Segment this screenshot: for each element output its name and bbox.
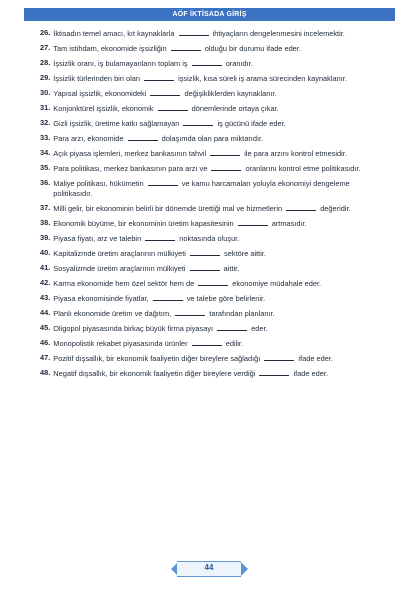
question-text-part: değişikliklerden kaynaklanır.	[182, 89, 277, 98]
question-text	[53, 43, 390, 54]
fill-in-blank	[198, 278, 228, 286]
fill-in-blank	[179, 28, 209, 36]
question-text-part: Açık piyasa işlemleri, merkez bankasının tahvil	[53, 149, 209, 158]
question-text-part: ve talebe göre belirlenir.	[184, 294, 266, 303]
question-text-part: eder.	[249, 324, 268, 333]
question-item	[40, 278, 390, 289]
question-number: 43.	[40, 293, 51, 302]
fill-in-blank	[190, 248, 220, 256]
question-text-part: Milli gelir, bir ekonominin belirli bir dönemde ürettiği mal ve hizmetlerin	[53, 204, 285, 213]
question-text-part: ile para arzını kontrol etmesidir.	[242, 149, 347, 158]
header-title: AÖF İKTİSADA GİRİŞ	[172, 11, 247, 18]
question-text	[53, 308, 390, 319]
page-header	[24, 8, 395, 21]
question-text-part: Kapitalizmde üretim araçlarının mülkiyeti	[53, 249, 189, 258]
question-number: 31.	[40, 103, 51, 112]
question-text-part: Yapısal işsizlik, ekonomideki	[53, 89, 149, 98]
question-text	[53, 278, 390, 289]
question-text-part: Maliye politikası, hükümetin	[53, 179, 146, 188]
question-number: 48.	[40, 368, 51, 377]
question-text-part: noktasında oluşur.	[177, 234, 240, 243]
question-text	[53, 203, 390, 214]
question-text-part: ifade eder.	[291, 369, 329, 378]
question-text-part: Konjonktürel işsizlik, ekonomik	[53, 104, 156, 113]
fill-in-blank	[183, 118, 213, 126]
question-text-part: İşsizlik oranı, iş bulamayanların toplam iş	[53, 59, 190, 68]
question-text-part: Para arzı, ekonomide	[53, 134, 126, 143]
fill-in-blank	[259, 368, 289, 376]
question-text-part: Planlı ekonomide üretim ve dağıtım,	[53, 309, 174, 318]
question-item	[40, 178, 390, 199]
question-number: 44.	[40, 308, 51, 317]
question-number: 29.	[40, 73, 51, 82]
page-number: 44	[204, 563, 214, 572]
question-text-part: Ekonomik büyüme, bir ekonominin üretim kapasitesinin	[53, 219, 236, 228]
question-item	[40, 293, 390, 304]
fill-in-blank	[175, 308, 205, 316]
question-number: 39.	[40, 233, 51, 242]
question-item	[40, 163, 390, 174]
question-number: 26.	[40, 28, 51, 37]
fill-in-blank	[217, 323, 247, 331]
question-text	[53, 368, 390, 379]
question-text-part: oranıdır.	[223, 59, 253, 68]
question-item	[40, 58, 390, 69]
fill-in-blank	[158, 103, 188, 111]
question-text-part: aittir.	[221, 264, 240, 273]
fill-in-blank	[144, 73, 174, 81]
question-number: 28.	[40, 58, 51, 67]
question-text-part: dolaşımda olan para miktarıdır.	[159, 134, 264, 143]
question-text-part: Sosyalizmde üretim araçlarının mülkiyeti	[53, 264, 188, 273]
question-text-part: ekonomiye müdahale eder.	[230, 279, 322, 288]
question-text	[53, 248, 390, 259]
question-text-part: oranlarını kontrol etme politikasıdır.	[243, 164, 361, 173]
question-text	[53, 293, 390, 304]
question-text-part: olduğu bir durumu ifade eder.	[202, 44, 301, 53]
question-item	[40, 73, 390, 84]
fill-in-blank	[171, 43, 201, 51]
question-text	[53, 263, 390, 274]
fill-in-blank	[286, 203, 316, 211]
ribbon-right-tail	[241, 562, 248, 576]
question-text-part: ifade eder.	[296, 354, 333, 363]
question-text-part: İşsizlik türlerinden biri olan	[53, 74, 143, 83]
question-number: 46.	[40, 338, 51, 347]
question-item	[40, 338, 390, 349]
question-item	[40, 218, 390, 229]
question-item	[40, 133, 390, 144]
question-text-part: ihtiyaçların dengelenmesini incelemektir.	[210, 29, 345, 38]
question-item	[40, 353, 390, 364]
question-item	[40, 28, 390, 39]
fill-in-blank	[148, 178, 178, 186]
fill-in-blank	[190, 263, 220, 271]
fill-in-blank	[210, 148, 240, 156]
fill-in-blank	[192, 338, 222, 346]
question-number: 47.	[40, 353, 51, 362]
question-text-part: ve kamu harcamaları yoluyla ekonomiyi dengeleme politikasıdır.	[53, 179, 350, 198]
question-text	[53, 338, 390, 349]
question-text-part: Piyasa ekonomisinde fiyatlar,	[53, 294, 151, 303]
question-list	[40, 28, 390, 379]
question-number: 30.	[40, 88, 51, 97]
question-number: 35.	[40, 163, 51, 172]
question-text-part: iş gücünü ifade eder.	[215, 119, 286, 128]
fill-in-blank	[192, 58, 222, 66]
question-number: 33.	[40, 133, 51, 142]
fill-in-blank	[145, 233, 175, 241]
question-text-part: Gizli işsizlik, üretime katkı sağlamayan	[53, 119, 182, 128]
question-text	[53, 28, 390, 39]
question-text	[53, 163, 390, 174]
question-number: 34.	[40, 148, 51, 157]
fill-in-blank	[128, 133, 158, 141]
question-text	[53, 88, 390, 99]
question-text-part: tarafından planlanır.	[207, 309, 275, 318]
question-item	[40, 88, 390, 99]
question-text-part: dönemlerinde ortaya çıkar.	[189, 104, 279, 113]
fill-in-blank	[238, 218, 268, 226]
question-text-part: Pozitif dışsallık, bir ekonomik faaliyetin diğer bireylere sağladığı	[53, 354, 263, 363]
question-text	[53, 323, 390, 334]
question-text-part: Para politikası, merkez bankasının para arzı ve	[53, 164, 210, 173]
question-text	[53, 103, 390, 114]
question-text-part: sektöre aittir.	[222, 249, 266, 258]
question-number: 40.	[40, 248, 51, 257]
question-text-part: işsizlik, kısa süreli iş arama sürecinden kaynaklanır.	[176, 74, 347, 83]
question-number: 32.	[40, 118, 51, 127]
question-item	[40, 43, 390, 54]
question-item	[40, 203, 390, 214]
question-text	[53, 148, 390, 159]
question-text-part: Piyasa fiyatı, arz ve talebin	[53, 234, 144, 243]
question-text	[53, 118, 390, 129]
question-text	[53, 58, 390, 69]
question-text	[53, 218, 390, 229]
question-text-part: Monopolistik rekabet piyasasında ürünler	[53, 339, 190, 348]
question-item	[40, 233, 390, 244]
question-number: 36.	[40, 178, 51, 187]
fill-in-blank	[153, 293, 183, 301]
fill-in-blank	[211, 163, 241, 171]
fill-in-blank	[150, 88, 180, 96]
question-item	[40, 323, 390, 334]
question-text-part: değeridir.	[318, 204, 351, 213]
fill-in-blank	[264, 353, 294, 361]
question-text-part: artmasıdır.	[269, 219, 307, 228]
question-number: 37.	[40, 203, 51, 212]
question-item	[40, 118, 390, 129]
question-text-part: Negatif dışsallık, bir ekonomik faaliyetin diğer bireylere verdiği	[53, 369, 258, 378]
question-item	[40, 248, 390, 259]
question-item	[40, 103, 390, 114]
question-text-part: edilir.	[223, 339, 243, 348]
page-footer	[0, 556, 419, 584]
question-item	[40, 148, 390, 159]
question-text	[53, 73, 390, 84]
question-item	[40, 368, 390, 379]
question-item	[40, 308, 390, 319]
question-text-part: Karma ekonomide hem özel sektör hem de	[53, 279, 197, 288]
question-number: 27.	[40, 43, 51, 52]
question-text-part: Tam istihdam, ekonomide işsizliğin	[53, 44, 169, 53]
question-text	[53, 133, 390, 144]
question-number: 45.	[40, 323, 51, 332]
question-text-part: İktisadın temel amacı, kıt kaynaklarla	[53, 29, 177, 38]
question-number: 38.	[40, 218, 51, 227]
question-item	[40, 263, 390, 274]
question-number: 41.	[40, 263, 51, 272]
question-number: 42.	[40, 278, 51, 287]
question-text	[53, 353, 390, 364]
question-text	[53, 178, 390, 199]
question-text-part: Oligopol piyasasında birkaç büyük firma piyasayı	[53, 324, 216, 333]
question-text	[53, 233, 390, 244]
